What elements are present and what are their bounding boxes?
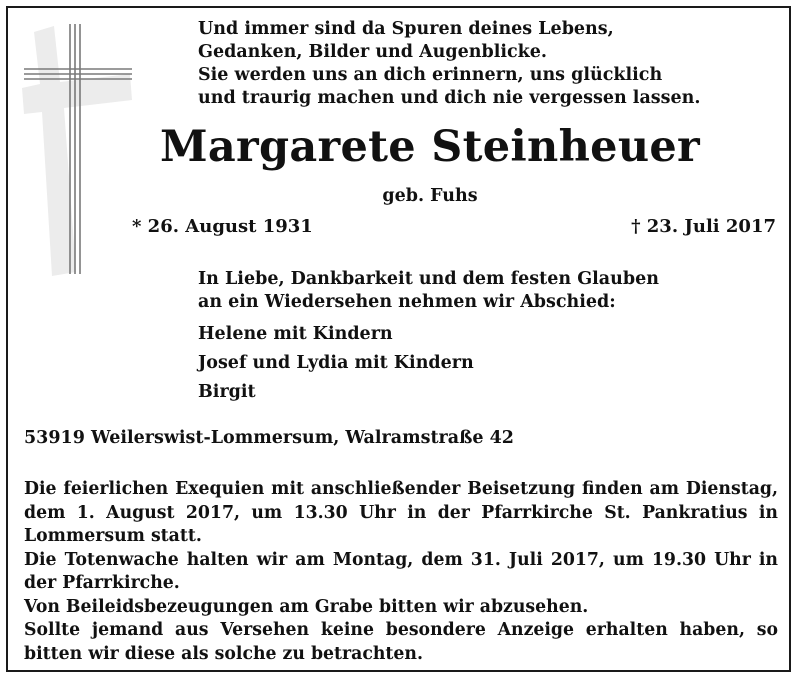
poem-line: und traurig machen und dich nie vergessen lassen. bbox=[198, 88, 701, 108]
notice-paragraph: Von Beileidsbezeugungen am Grabe bitten wir abzusehen. bbox=[24, 596, 589, 617]
family-member: Josef und Lydia mit Kindern bbox=[198, 353, 474, 373]
mourners-block bbox=[198, 268, 758, 407]
deceased-name: Margarete Steinheuer bbox=[159, 122, 700, 172]
intro-line: In Liebe, Dankbarkeit und dem festen Glauben bbox=[198, 269, 659, 289]
death-date: † 23. Juli 2017 bbox=[631, 216, 776, 237]
mourners-intro bbox=[198, 268, 758, 314]
address: 53919 Weilerswist-Lommersum, Walramstraße 42 bbox=[24, 428, 514, 448]
intro-line: an ein Wiedersehen nehmen wir Abschied: bbox=[198, 292, 616, 312]
notice-paragraph: Sollte jemand aus Versehen keine besondere Anzeige erhalten haben, so bitten wir diese als solche zu betrachten. bbox=[24, 620, 778, 664]
notice-paragraph: Die Totenwache halten wir am Montag, dem 31. Juli 2017, um 19.30 Uhr in der Pfarrkirche. bbox=[24, 549, 778, 593]
family-list bbox=[198, 320, 758, 407]
poem-line: Gedanken, Bilder und Augenblicke. bbox=[198, 42, 548, 62]
memorial-poem bbox=[198, 18, 758, 110]
notice-paragraph: Die feierlichen Exequien mit anschließender Beisetzung finden am Dienstag, dem 1. August 2017, um 13.30 Uhr in der Pfarrkirche St. Pankratius in Lommersum statt. bbox=[24, 479, 778, 546]
funeral-notices bbox=[24, 478, 778, 666]
poem-line: Sie werden uns an dich erinnern, uns glücklich bbox=[198, 65, 663, 85]
family-member: Helene mit Kindern bbox=[198, 324, 393, 344]
family-member: Birgit bbox=[198, 382, 256, 402]
birth-date: * 26. August 1931 bbox=[132, 216, 313, 237]
poem-line: Und immer sind da Spuren deines Lebens, bbox=[198, 19, 614, 39]
maiden-name: geb. Fuhs bbox=[382, 186, 478, 206]
